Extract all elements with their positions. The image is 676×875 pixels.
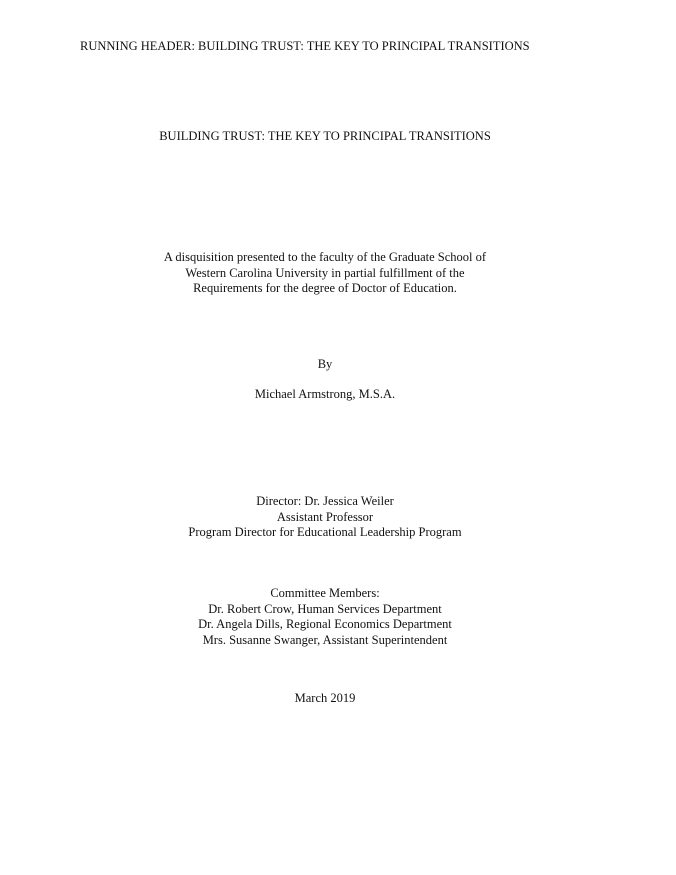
committee-line: Committee Members: [270,586,380,600]
committee-block [0,586,650,648]
committee-line: Dr. Angela Dills, Regional Economics Department [198,617,452,631]
director-line: Program Director for Educational Leadership Program [188,525,462,539]
presentation-line: Requirements for the degree of Doctor of Education. [193,281,457,295]
director-line: Assistant Professor [276,509,374,524]
submission-date: March 2019 [294,691,356,705]
presentation-line: Western Carolina University in partial fulfillment of the [185,265,465,280]
director-line: Director: Dr. Jessica Weiler [256,494,394,508]
presentation-line: A disquisition presented to the faculty of the Graduate School of [163,250,487,264]
running-header: RUNNING HEADER: BUILDING TRUST: THE KEY TO PRINCIPAL TRANSITIONS [80,39,530,53]
document-title: BUILDING TRUST: THE KEY TO PRINCIPAL TRANSITIONS [159,129,491,143]
committee-line: Mrs. Susanne Swanger, Assistant Superintendent [202,632,448,647]
presentation-statement [0,250,650,297]
director-block [0,494,650,541]
committee-line: Dr. Robert Crow, Human Services Department [208,601,442,616]
author-name: Michael Armstrong, M.S.A. [254,387,396,401]
by-label: By [317,357,333,371]
